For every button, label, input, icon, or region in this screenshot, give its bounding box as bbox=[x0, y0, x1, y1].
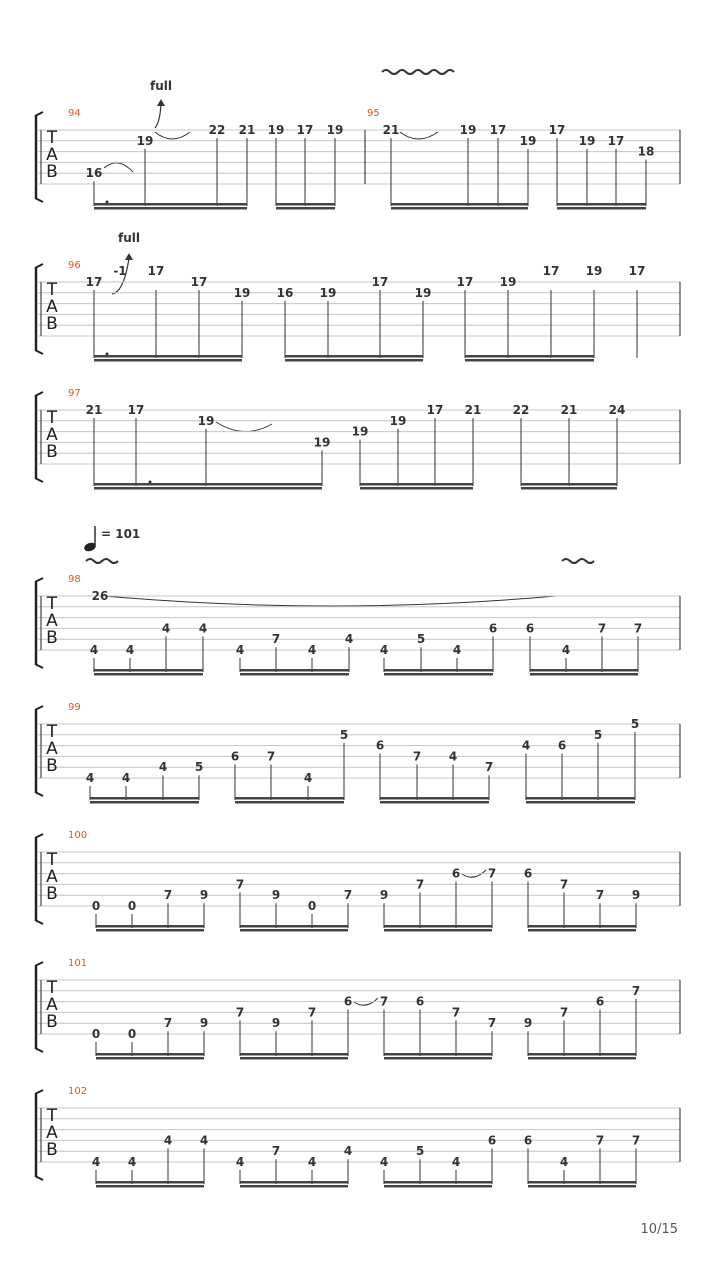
beam bbox=[380, 797, 489, 800]
bracket-hook bbox=[35, 350, 43, 354]
beam bbox=[384, 929, 492, 932]
beam bbox=[94, 203, 247, 206]
tab-clef-letter: A bbox=[46, 739, 58, 759]
beam bbox=[557, 203, 646, 206]
fret-number: 4 bbox=[448, 749, 458, 764]
tab-clef-letter: T bbox=[46, 1106, 58, 1126]
fret-number: 7 bbox=[631, 983, 641, 998]
fret-number: 7 bbox=[343, 888, 353, 903]
fret-number: 7 bbox=[163, 888, 173, 903]
beam bbox=[391, 207, 528, 210]
beam bbox=[528, 929, 636, 932]
fret-number: 21 bbox=[238, 123, 256, 137]
beam bbox=[96, 1053, 204, 1056]
fret-number: 4 bbox=[303, 771, 313, 785]
measure-number: 98 bbox=[68, 574, 81, 585]
fret-number: 19 bbox=[578, 133, 596, 148]
fret-number: 19 bbox=[197, 413, 215, 428]
vibrato-mark bbox=[562, 559, 594, 563]
fret-number: 7 bbox=[379, 994, 389, 1009]
fret-number: 5 bbox=[416, 632, 426, 647]
measure-number: 100 bbox=[68, 830, 88, 841]
bracket-hook bbox=[35, 1090, 43, 1094]
fret-number: 4 bbox=[235, 643, 245, 657]
fret-number: 19 bbox=[389, 413, 407, 428]
fret-number: 6 bbox=[488, 621, 498, 636]
bracket-hook bbox=[35, 198, 43, 202]
beam bbox=[240, 673, 349, 676]
fret-number: 4 bbox=[451, 1155, 461, 1169]
bracket-hook bbox=[35, 1048, 43, 1052]
fret-number: 19 bbox=[319, 285, 337, 300]
beam bbox=[384, 673, 493, 676]
fret-number: 9 bbox=[631, 888, 641, 903]
fret-number: 0 bbox=[91, 899, 101, 913]
fret-number: 4 bbox=[521, 738, 531, 753]
beam bbox=[384, 669, 493, 672]
fret-number: 6 bbox=[523, 866, 533, 881]
fret-number: 7 bbox=[559, 1005, 569, 1020]
beam bbox=[240, 925, 348, 928]
fret-number: 19 bbox=[136, 133, 154, 148]
bracket-hook bbox=[35, 264, 43, 268]
tab-clef-letter: B bbox=[46, 442, 58, 462]
tab-clef-letter: T bbox=[46, 594, 58, 614]
fret-number: 4 bbox=[561, 643, 571, 657]
beam bbox=[96, 929, 204, 932]
fret-number: 17 bbox=[190, 275, 208, 289]
fret-number: 7 bbox=[487, 1016, 497, 1031]
fret-number: 9 bbox=[271, 888, 281, 903]
fret-number: 5 bbox=[194, 760, 204, 775]
fret-number: 4 bbox=[89, 643, 99, 657]
fret-number: 4 bbox=[343, 1144, 353, 1159]
tab-clef-letter: A bbox=[46, 145, 58, 165]
fret-number: 7 bbox=[597, 621, 607, 636]
beam bbox=[384, 925, 492, 928]
fret-number: 22 bbox=[208, 123, 226, 137]
beam bbox=[285, 359, 423, 362]
bracket-hook bbox=[35, 792, 43, 796]
tie-slur bbox=[104, 596, 556, 606]
measure-number: 101 bbox=[68, 958, 88, 969]
measure-number: 95 bbox=[367, 108, 380, 119]
fret-number: 17 bbox=[456, 275, 474, 289]
fret-number: 18 bbox=[637, 144, 655, 159]
bend-label: full bbox=[118, 231, 140, 245]
beam bbox=[96, 1181, 204, 1184]
beam bbox=[528, 1053, 636, 1056]
measure-number: 102 bbox=[68, 1086, 88, 1097]
beam bbox=[94, 207, 247, 210]
tab-clef-letter: A bbox=[46, 867, 58, 887]
tab-clef-letter: T bbox=[46, 978, 58, 998]
beam bbox=[96, 1185, 204, 1188]
beam bbox=[240, 1185, 348, 1188]
fret-number: 6 bbox=[230, 749, 240, 764]
fret-number: -1 bbox=[113, 264, 127, 279]
fret-number: 9 bbox=[379, 888, 389, 903]
bracket-hook bbox=[35, 920, 43, 924]
beam bbox=[528, 1181, 636, 1184]
bracket-hook bbox=[35, 578, 43, 582]
beam bbox=[235, 801, 344, 804]
fret-number: 19 bbox=[233, 285, 251, 300]
beam bbox=[391, 203, 528, 206]
fret-number: 4 bbox=[379, 643, 389, 657]
bracket-hook bbox=[35, 706, 43, 710]
beam bbox=[384, 1185, 492, 1188]
fret-number: 9 bbox=[271, 1016, 281, 1031]
fret-number: 7 bbox=[559, 877, 569, 892]
fret-number: 7 bbox=[595, 1133, 605, 1148]
fret-number: 22 bbox=[512, 403, 530, 417]
fret-number: 5 bbox=[593, 727, 603, 742]
fret-number: 7 bbox=[415, 877, 425, 892]
tie-slur bbox=[400, 132, 438, 139]
bracket-hook bbox=[35, 392, 43, 396]
fret-number: 4 bbox=[161, 621, 171, 636]
fret-number: 24 bbox=[608, 403, 626, 417]
fret-number: 19 bbox=[585, 264, 603, 279]
tab-clef-letter: A bbox=[46, 297, 58, 317]
fret-number: 7 bbox=[451, 1005, 461, 1020]
fret-number: 5 bbox=[415, 1144, 425, 1159]
beam bbox=[380, 801, 489, 804]
fret-number: 4 bbox=[199, 1133, 209, 1148]
bracket-hook bbox=[35, 1176, 43, 1180]
fret-number: 19 bbox=[499, 275, 517, 289]
beam bbox=[94, 359, 242, 362]
beam bbox=[521, 487, 617, 490]
fret-number: 7 bbox=[271, 1144, 281, 1159]
beam bbox=[465, 355, 594, 358]
tab-clef-letter: B bbox=[46, 756, 58, 776]
fret-number: 21 bbox=[560, 403, 578, 417]
beam bbox=[521, 483, 617, 486]
tie-slur bbox=[104, 163, 133, 172]
beam bbox=[526, 797, 635, 800]
fret-number: 7 bbox=[412, 749, 422, 764]
fret-number: 7 bbox=[487, 866, 497, 881]
beam bbox=[360, 487, 473, 490]
bend-label: full bbox=[150, 79, 172, 93]
fret-number: 4 bbox=[344, 632, 354, 647]
fret-number: 17 bbox=[85, 275, 103, 289]
fret-number: 6 bbox=[557, 738, 567, 753]
beam bbox=[94, 487, 322, 490]
fret-number: 4 bbox=[452, 643, 462, 657]
fret-number: 17 bbox=[548, 123, 566, 137]
fret-number: 7 bbox=[266, 749, 276, 764]
tab-clef-letter: T bbox=[46, 722, 58, 742]
measure-number: 97 bbox=[68, 388, 81, 399]
fret-number: 17 bbox=[607, 133, 625, 148]
fret-number: 5 bbox=[339, 727, 349, 742]
beam bbox=[528, 925, 636, 928]
fret-number: 19 bbox=[519, 133, 537, 148]
fret-number: 17 bbox=[371, 275, 389, 289]
vibrato-mark bbox=[382, 70, 454, 74]
tab-clef-letter: B bbox=[46, 1012, 58, 1032]
measure-number: 96 bbox=[68, 260, 81, 271]
beam bbox=[240, 1057, 348, 1060]
bend-arrowhead bbox=[157, 99, 165, 106]
fret-number: 4 bbox=[307, 1155, 317, 1169]
bracket-hook bbox=[35, 834, 43, 838]
fret-number: 4 bbox=[198, 621, 208, 636]
beam bbox=[528, 1057, 636, 1060]
fret-number: 4 bbox=[85, 771, 95, 785]
tie-slur bbox=[155, 132, 190, 139]
fret-number: 6 bbox=[415, 994, 425, 1009]
beam bbox=[94, 669, 203, 672]
beam bbox=[90, 801, 199, 804]
fret-number: 6 bbox=[451, 866, 461, 881]
fret-number: 7 bbox=[235, 877, 245, 892]
fret-number: 4 bbox=[91, 1155, 101, 1169]
annotation-layer bbox=[83, 70, 594, 1005]
beam bbox=[384, 1181, 492, 1184]
page-number: 10/15 bbox=[640, 1222, 678, 1237]
fret-number: 7 bbox=[271, 632, 281, 647]
tab-clef-letter: A bbox=[46, 425, 58, 445]
fret-number: 9 bbox=[199, 1016, 209, 1031]
fret-number: 17 bbox=[426, 403, 444, 417]
fret-number: 19 bbox=[414, 285, 432, 300]
fret-number: 17 bbox=[127, 403, 145, 417]
fret-number: 6 bbox=[595, 994, 605, 1009]
beam bbox=[96, 925, 204, 928]
tab-clef-letter: T bbox=[46, 280, 58, 300]
fret-number: 4 bbox=[559, 1155, 569, 1169]
fret-number: 6 bbox=[375, 738, 385, 753]
fret-number: 0 bbox=[307, 899, 317, 913]
beam bbox=[530, 673, 638, 676]
beam bbox=[384, 1053, 492, 1056]
bend-arrowhead bbox=[125, 253, 133, 260]
beam bbox=[528, 1185, 636, 1188]
fret-number: 9 bbox=[199, 888, 209, 903]
fret-number: 17 bbox=[147, 264, 165, 279]
fret-number: 4 bbox=[127, 1155, 137, 1169]
fret-number: 0 bbox=[127, 899, 137, 913]
fret-number: 7 bbox=[235, 1005, 245, 1020]
beam bbox=[465, 359, 594, 362]
fret-number: 4 bbox=[163, 1133, 173, 1148]
fret-number: 6 bbox=[343, 994, 353, 1009]
beam bbox=[384, 1057, 492, 1060]
tab-clef-letter: A bbox=[46, 1123, 58, 1143]
beam bbox=[240, 669, 349, 672]
fret-number: 16 bbox=[85, 166, 103, 181]
fret-number: 6 bbox=[523, 1133, 533, 1148]
tab-clef-letter: B bbox=[46, 162, 58, 182]
fret-number: 17 bbox=[542, 264, 560, 279]
fret-number: 7 bbox=[163, 1016, 173, 1031]
tempo-marking: = 101 bbox=[101, 527, 141, 541]
tab-clef-letter: B bbox=[46, 314, 58, 334]
fret-number: 4 bbox=[158, 760, 168, 775]
fret-number: 19 bbox=[267, 123, 285, 137]
fret-number: 17 bbox=[489, 123, 507, 137]
fret-number: 21 bbox=[85, 403, 103, 417]
beam bbox=[96, 1057, 204, 1060]
fret-number: 19 bbox=[326, 123, 344, 137]
beam bbox=[530, 669, 638, 672]
beam bbox=[557, 207, 646, 210]
fret-number: 7 bbox=[631, 1133, 641, 1148]
beam bbox=[285, 355, 423, 358]
fret-number: 19 bbox=[313, 435, 331, 450]
fret-number: 4 bbox=[379, 1155, 389, 1169]
tab-clef-letter: B bbox=[46, 628, 58, 648]
fret-number: 19 bbox=[351, 424, 369, 439]
fret-number: 0 bbox=[91, 1027, 101, 1041]
fret-number: 6 bbox=[487, 1133, 497, 1148]
bracket-hook bbox=[35, 664, 43, 668]
beam bbox=[90, 797, 199, 800]
beam bbox=[276, 203, 335, 206]
tie-slur bbox=[216, 422, 272, 432]
fret-number: 17 bbox=[296, 123, 314, 137]
fret-number: 26 bbox=[91, 589, 109, 603]
beam bbox=[94, 355, 242, 358]
tab-clef-letter: T bbox=[46, 408, 58, 428]
beam bbox=[94, 673, 203, 676]
fret-number: 16 bbox=[276, 285, 294, 300]
bend-arrow bbox=[155, 104, 161, 128]
fret-number: 7 bbox=[484, 760, 494, 775]
fret-number: 7 bbox=[307, 1005, 317, 1020]
bracket-hook bbox=[35, 962, 43, 966]
tab-clef-letter: A bbox=[46, 995, 58, 1015]
tab-clef-letter: T bbox=[46, 850, 58, 870]
tab-clef-letter: B bbox=[46, 884, 58, 904]
fret-number: 17 bbox=[628, 264, 646, 279]
beam bbox=[526, 801, 635, 804]
fret-number: 21 bbox=[464, 403, 482, 417]
beam bbox=[240, 1053, 348, 1056]
fret-number: 4 bbox=[125, 643, 135, 657]
beam bbox=[276, 207, 335, 210]
tab-clef-letter: A bbox=[46, 611, 58, 631]
tab-clef-letter: B bbox=[46, 1140, 58, 1160]
fret-number: 0 bbox=[127, 1027, 137, 1041]
fret-number: 4 bbox=[121, 771, 131, 785]
fret-number: 21 bbox=[382, 123, 400, 137]
fret-number: 7 bbox=[633, 621, 643, 636]
fret-number: 19 bbox=[459, 123, 477, 137]
fret-number: 7 bbox=[595, 888, 605, 903]
fret-number: 6 bbox=[525, 621, 535, 636]
tab-clef-letter: T bbox=[46, 128, 58, 148]
beam bbox=[240, 929, 348, 932]
beam bbox=[94, 483, 322, 486]
dynamic-layer bbox=[35, 79, 680, 1188]
measure-number: 99 bbox=[68, 702, 81, 713]
fret-number: 5 bbox=[630, 717, 640, 731]
fret-number: 4 bbox=[235, 1155, 245, 1169]
beam bbox=[235, 797, 344, 800]
fret-number: 9 bbox=[523, 1016, 533, 1031]
fret-number: 4 bbox=[307, 643, 317, 657]
bracket-hook bbox=[35, 478, 43, 482]
measure-number: 94 bbox=[68, 108, 81, 119]
beam bbox=[360, 483, 473, 486]
beam bbox=[240, 1181, 348, 1184]
vibrato-mark bbox=[86, 559, 118, 563]
bracket-hook bbox=[35, 112, 43, 116]
